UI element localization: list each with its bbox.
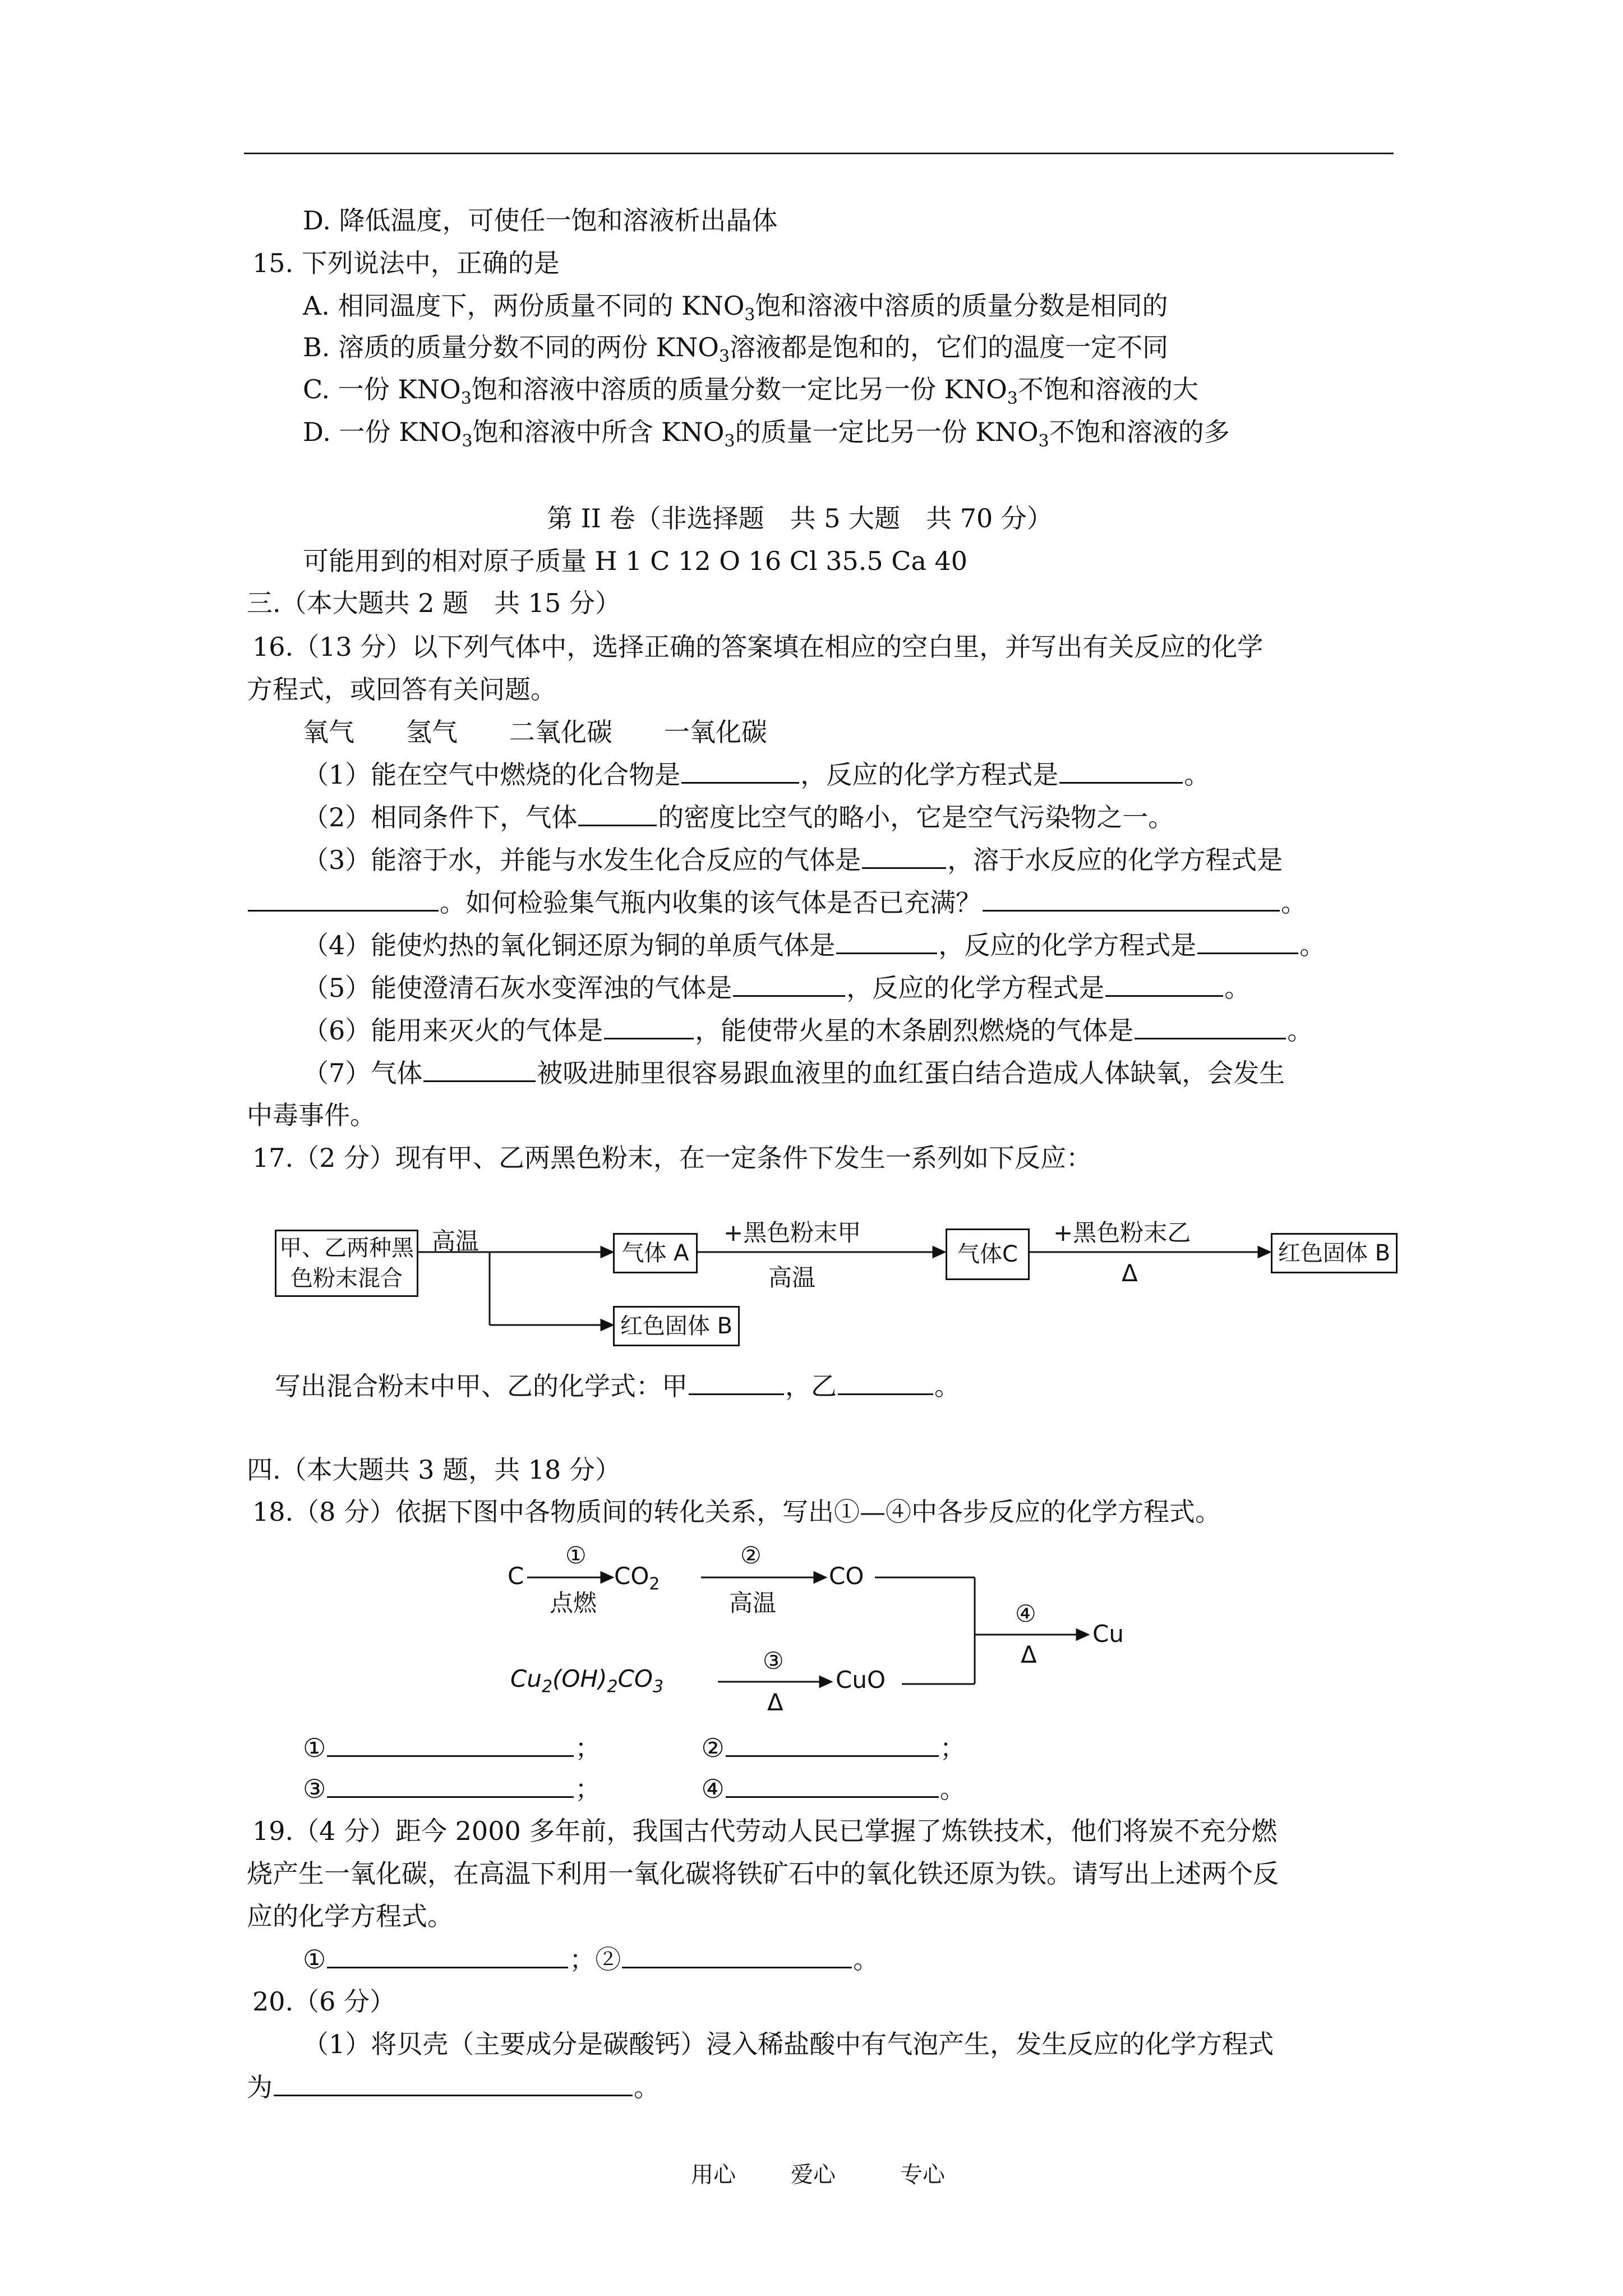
q19-line2: 烧产生一氧化碳，在高温下利用一氧化碳将铁矿石中的氧化铁还原为铁。请写出上述两个反 <box>247 1858 1279 1889</box>
part2-title: 第 II 卷（非选择题 共 5 大题 共 70 分） <box>547 503 1053 533</box>
q16-part1: （1）能在空气中燃烧的化合物是 ，反应的化学方程式是 。 <box>303 757 1210 792</box>
q18-stem: 18.（8 分）依据下图中各物质间的转化关系，写出①—④中各步反应的化学方程式。 <box>252 1497 1221 1527</box>
q16-part4: （4）能使灼热的氧化铜还原为铜的单质气体是 ，反应的化学方程式是 。 <box>303 928 1325 962</box>
carbon: C <box>508 1562 524 1590</box>
footer-aixin: 爱心 <box>791 2162 836 2188</box>
step-2-marker: ② <box>740 1542 762 1569</box>
q16-part3: （3）能溶于水，并能与水发生化合反应的气体是 ，溶于水反应的化学方程式是 <box>303 843 1283 877</box>
answer-blank[interactable] <box>622 1942 852 1968</box>
answer-blank[interactable] <box>327 1942 568 1968</box>
condition-heat-4: Δ <box>1021 1641 1037 1668</box>
section-3-heading: 三.（本大题共 2 题 共 15 分） <box>247 588 621 618</box>
step-4-marker: ④ <box>1015 1600 1036 1627</box>
footer-zhuanxin: 专心 <box>900 2162 945 2188</box>
answer-blank[interactable] <box>274 2070 633 2096</box>
q15-option-d: D. 一份 $KNO_3$饱和溶液中所含 $KNO_3$的质量一定比另一份 $KNO_3$不饱和溶液的多 <box>303 417 1230 452</box>
q18-answers-row1: ① ； ② ； <box>303 1731 966 1765</box>
condition-heat-3: Δ <box>767 1688 783 1716</box>
reagent-black-powder-b: +黑色粉末乙 <box>1053 1219 1191 1246</box>
q16-part6: （6）能用来灭火的气体是 ，能使带火星的木条剧烈燃烧的气体是 。 <box>303 1013 1313 1047</box>
q19-line3: 应的化学方程式。 <box>247 1901 453 1931</box>
q16-part5: （5）能使澄清石灰水变浑浊的气体是 ，反应的化学方程式是 。 <box>303 970 1250 1005</box>
gas-c-box: 气体C <box>946 1228 1030 1280</box>
carbon-dioxide: $CO_2$ <box>614 1562 660 1594</box>
reagent-black-powder-a: +黑色粉末甲 <box>723 1219 861 1246</box>
copper-oxide: CuO <box>836 1666 886 1694</box>
condition-ignite: 点燃 <box>550 1589 597 1617</box>
q17-answer: 写出混合粉末中甲、乙的化学式：甲 ，乙 。 <box>275 1369 960 1403</box>
answer-blank[interactable] <box>726 1772 939 1798</box>
basic-copper-carbonate: $Cu_2(OH)_2CO_3$ <box>510 1665 664 1697</box>
step-1-marker: ① <box>565 1542 587 1569</box>
carbon-monoxide: CO <box>829 1562 864 1590</box>
q16-stem-line1: 16.（13 分）以下列气体中，选择正确的答案填在相应的空白里，并写出有关反应的化学 <box>252 632 1264 662</box>
start-mixture-box: 甲、乙两种黑 色粉末混合 <box>275 1230 418 1297</box>
condition-high-temp: 高温 <box>432 1227 479 1255</box>
gas-a-box: 气体 A <box>613 1233 698 1273</box>
copper: Cu <box>1092 1620 1124 1648</box>
q16-gas-list: 氧气 氢气 二氧化碳 一氧化碳 <box>303 717 767 747</box>
footer-yongxin: 用心 <box>691 2162 736 2188</box>
q16-part7-cont: 中毒事件。 <box>247 1100 376 1130</box>
q15-option-a: A. 相同温度下，两份质量不同的 $KNO_3$饱和溶液中溶质的质量分数是相同的 <box>303 291 1168 325</box>
answer-blank[interactable] <box>726 1731 939 1757</box>
q20-part1: （1）将贝壳（主要成分是碳酸钙）浸入稀盐酸中有气泡产生，发生反应的化学方程式 <box>303 2029 1274 2059</box>
q15-option-c: C. 一份 $KNO_3$饱和溶液中溶质的质量分数一定比另一份 $KNO_3$不饱和溶液的大 <box>303 374 1198 409</box>
atomic-masses: 可能用到的相对原子质量 H 1 C 12 O 16 Cl 35.5 Ca 40 <box>303 546 968 576</box>
answer-blank[interactable] <box>327 1731 574 1757</box>
q16-part3-cont: 。如何检验集气瓶内收集的该气体是否已充满？ 。 <box>247 885 1307 919</box>
condition-high-temp-3: 高温 <box>729 1589 777 1617</box>
answer-blank[interactable] <box>327 1772 574 1798</box>
q20-part1-cont: 为 。 <box>247 2070 660 2104</box>
red-solid-b-box-2: 红色固体 B <box>1271 1233 1398 1273</box>
q15-option-b: B. 溶质的质量分数不同的两份 $KNO_3$溶液都是饱和的，它们的温度一定不同 <box>303 332 1169 367</box>
q20-stem: 20.（6 分） <box>252 1986 396 2017</box>
q16-stem-line2: 方程式，或回答有关问题。 <box>247 674 556 705</box>
q16-part2: （2）相同条件下，气体 的密度比空气的略小，它是空气污染物之一。 <box>303 800 1174 834</box>
condition-high-temp-2: 高温 <box>768 1264 816 1291</box>
q15-stem: 15. 下列说法中，正确的是 <box>252 248 560 278</box>
q19-line1: 19.（4 分）距今 2000 多年前，我国古代劳动人民已掌握了炼铁技术，他们将炭不充分燃 <box>252 1816 1278 1846</box>
condition-heat: Δ <box>1122 1259 1138 1287</box>
q16-part7: （7）气体 被吸进肺里很容易跟血液里的血红蛋白结合造成人体缺氧，会发生 <box>303 1056 1285 1090</box>
q18-answers-row2: ③ ； ④ 。 <box>303 1772 966 1806</box>
step-3-marker: ③ <box>763 1647 784 1674</box>
q14-option-d: D. 降低温度，可使任一饱和溶液析出晶体 <box>303 205 778 236</box>
q19-answers: ① ；② 。 <box>303 1942 879 1976</box>
q17-stem: 17.（2 分）现有甲、乙两黑色粉末，在一定条件下发生一系列如下反应： <box>252 1143 1092 1173</box>
red-solid-b-box: 红色固体 B <box>613 1306 740 1346</box>
section-4-heading: 四.（本大题共 3 题，共 18 分） <box>247 1455 621 1485</box>
